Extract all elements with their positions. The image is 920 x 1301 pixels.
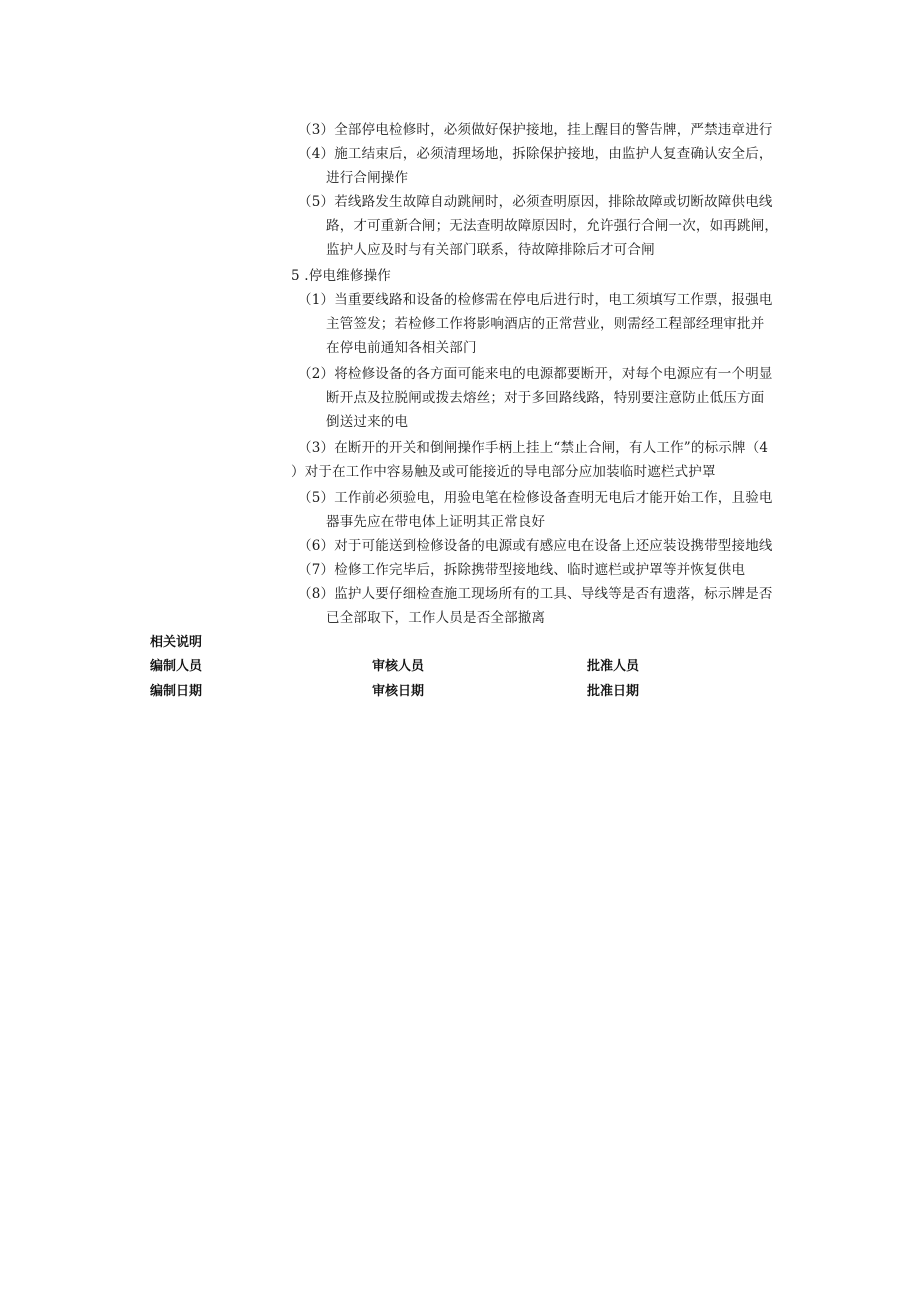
item-a4-line-2: 进行合闸操作 (326, 170, 409, 186)
item-b2-line-3: 倒送过来的电 (326, 414, 409, 430)
item-a5-line-3: 监护人应及时与有关部门联系，待故障排除后才可合闸 (326, 242, 655, 258)
item-b1-line-2: 主管签发；若检修工作将影响酒店的正常营业，则需经工程部经理审批并 (326, 316, 765, 332)
approver-label: 批准人员 (587, 659, 640, 674)
section-5-heading: 5 .停电维修操作 (291, 268, 391, 284)
item-a5-line-2: 路，才可重新合闸；无法查明故障原因时，允许强行合闸一次，如再跳闸， (326, 218, 779, 234)
item-b5-line-2: 器事先应在带电体上证明其正常良好 (326, 514, 546, 530)
review-date-label: 审核日期 (372, 684, 425, 699)
item-a4-line-1: （4）施工结束后，必须清理场地，拆除保护接地，由监护人复查确认安全后， (298, 146, 773, 162)
item-b8-line-1: （8）监护人要仔细检查施工现场所有的工具、导线等是否有遗落，标示牌是否 (298, 586, 773, 602)
item-b5-line-1: （5）工作前必须验电，用验电笔在检修设备查明无电后才能开始工作，且验电 (298, 490, 773, 506)
item-b8-line-2: 已全部取下，工作人员是否全部撤离 (326, 610, 546, 626)
compiler-label: 编制人员 (150, 659, 203, 674)
item-b2-line-1: （2）将检修设备的各方面可能来电的电源都要断开，对每个电源应有一个明显 (298, 366, 773, 382)
item-b1-line-1: （1）当重要线路和设备的检修需在停电后进行时，电工须填写工作票，报强电 (298, 292, 773, 308)
approve-date-label: 批准日期 (587, 684, 640, 699)
item-b3-line-1: （3）在断开的开关和倒闸操作手柄上挂上“禁止合闸，有人工作”的标示牌（4 (298, 440, 769, 456)
item-b6-line-1: （6）对于可能送到检修设备的电源或有感应电在设备上还应装设携带型接地线 (298, 538, 773, 554)
item-b2-line-2: 断开点及拉脱闸或拨去熔丝；对于多回路线路，特别要注意防止低压方面 (326, 390, 765, 406)
item-b1-line-3: 在停电前通知各相关部门 (326, 340, 477, 356)
item-b3-line-2: ）对于在工作中容易触及或可能接近的导电部分应加装临时遮栏式护罩 (291, 464, 716, 480)
item-a3-line-1: （3）全部停电检修时，必须做好保护接地，挂上醒目的警告牌，严禁违章进行 (298, 122, 773, 138)
reviewer-label: 审核人员 (372, 659, 425, 674)
compile-date-label: 编制日期 (150, 684, 203, 699)
item-a5-line-1: （5）若线路发生故障自动跳闸时，必须查明原因，排除故障或切断故障供电线 (298, 194, 773, 210)
notes-label: 相关说明 (150, 635, 203, 650)
item-b7-line-1: （7）检修工作完毕后，拆除携带型接地线、临时遮栏或护罩等并恢复供电 (298, 562, 746, 578)
